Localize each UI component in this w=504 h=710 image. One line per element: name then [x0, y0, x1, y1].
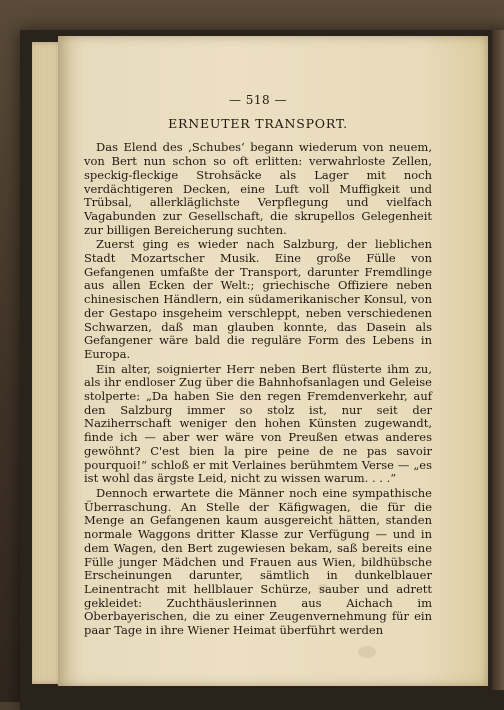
page-stain — [358, 646, 376, 658]
paragraph: Das Elend des ‚Schubes‘ begann wiederum von neuem, von Bert nun schon so oft erlitten: verwahrloste Zellen, speckig-fleckige Strohsäcke als Lager mit noch verdächtigeren Decken, eine Luft voll Muffigkeit und Trübsal, allerkläglichste Verpflegung und vielfach Vagabunden zur Gesellschaft, die skrupellos Gelegenheit zur billigen Bereicherung suchten. — [84, 140, 432, 237]
chapter-title: ERNEUTER TRANSPORT. — [168, 115, 348, 131]
paragraph: Ein alter, soignierter Herr neben Bert flüsterte ihm zu, als ihr endloser Zug über die Bahnhofsanlagen und Geleise stolperte: „Da haben Sie den regen Fremdenverkehr, auf den Salzburg immer so stolz ist, nur seit der Naziherrschaft weniger den hohen Künsten zugewandt, finde ich — aber wer wäre von Preußen etwas anderes gewöhnt? C'est bien la pire peine de ne pas savoir pourquoi!“ schloß er mit Verlaines berühmtem Verse — „es ist wohl das ärgste Leid, nicht zu wissen warum. . . .“ — [84, 361, 432, 486]
paragraph: Dennoch erwartete die Männer noch eine sympathische Überraschung. An Stelle der Käfigwagen, die für die Menge an Gefangenen kaum ausgereicht hätten, standen normale Waggons dritter Klasse zur Verfügung — und in dem Wagen, den Bert zugewiesen bekam, saß bereits eine Fülle junger Mädchen und Frauen aus Wien, bildhübsche Erscheinungen darunter, sämtlich in dunkelblauer Leinentracht mit hellblauer Schürze, sauber und adrett gekleidet: Zuchthäuslerinnen aus Aichach im Oberbayerischen, die zu einer Zeugenvernehmung für ein paar Tage in ihre Wiener Heimat überführt werden — [84, 485, 432, 638]
paragraph: Zuerst ging es wieder nach Salzburg, der lieblichen Stadt Mozartscher Musik. Eine große Fülle von Gefangenen umfaßte der Transport, darunter Fremdlinge aus allen Ecken der Welt:; griechische Offiziere neben chinesischen Händlern, ein südamerikanischer Konsul, von der Gestapo insgeheim verschleppt, neben verschiedenen Schwarzen, daß man glauben konnte, das Dasein als Gefangener wäre bald die reguläre Form des Lebens in Europa. — [84, 237, 432, 361]
book-spine-edge — [492, 30, 504, 690]
page-number: — 518 — — [228, 93, 288, 107]
page-text — [84, 94, 432, 639]
